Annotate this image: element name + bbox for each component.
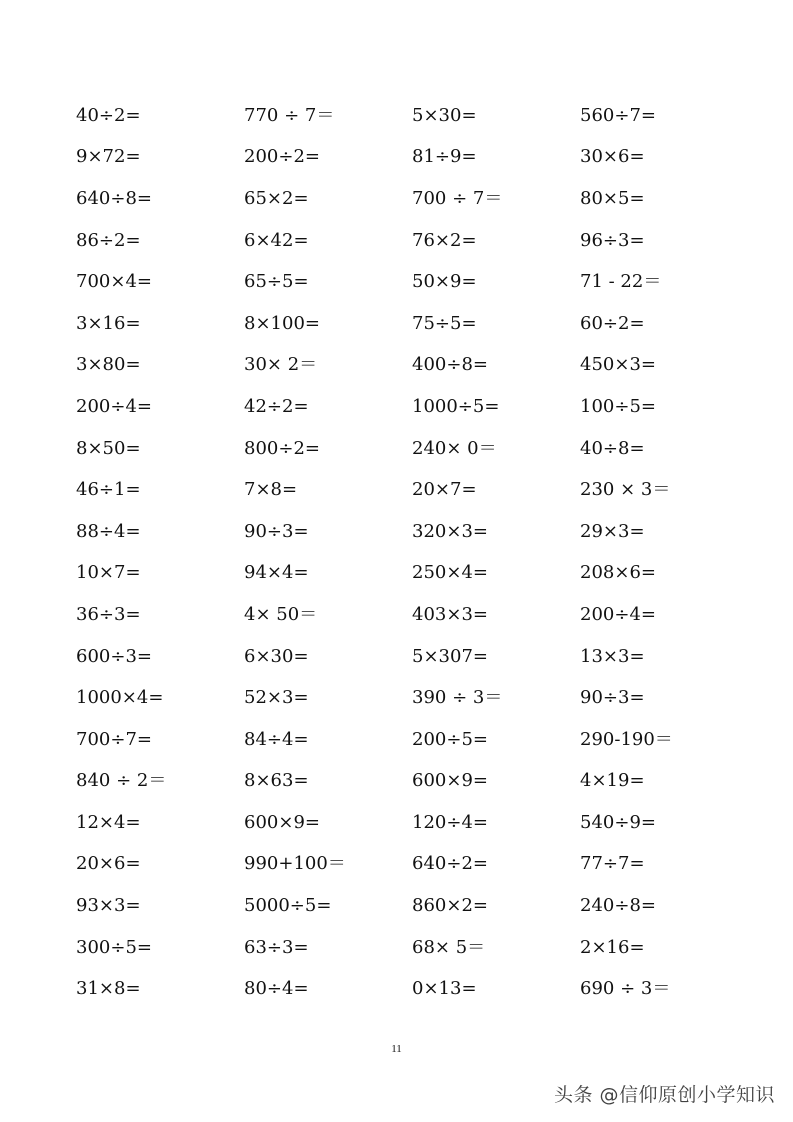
problem-cell: 12×4= xyxy=(76,811,141,833)
problem-cell: 700×4= xyxy=(76,271,152,293)
problem-cell: 6×42= xyxy=(244,229,309,251)
problem-cell: 90÷3= xyxy=(244,520,309,542)
problem-cell: 52×3= xyxy=(244,687,309,709)
problem-cell: 700÷7= xyxy=(76,728,152,750)
problem-cell: 40÷2= xyxy=(76,104,141,126)
problem-cell: 390 ÷ 3＝ xyxy=(412,687,503,709)
problem-cell: 9×72= xyxy=(76,146,141,168)
problem-cell: 240× 0＝ xyxy=(412,437,497,459)
problem-cell: 208×6= xyxy=(580,562,656,584)
problem-cell: 8×63= xyxy=(244,770,309,792)
problem-cell: 1000×4= xyxy=(76,687,164,709)
problem-cell: 400÷8= xyxy=(412,354,488,376)
problem-cell: 94×4= xyxy=(244,562,309,584)
page-number: 11 xyxy=(391,1043,402,1055)
problem-cell: 40÷8= xyxy=(580,437,645,459)
problem-cell: 860×2= xyxy=(412,895,488,917)
problem-cell: 46÷1= xyxy=(76,479,141,501)
problem-cell: 560÷7= xyxy=(580,104,656,126)
problem-cell: 8×100= xyxy=(244,312,320,334)
problem-cell: 540÷9= xyxy=(580,811,656,833)
problem-cell: 240÷8= xyxy=(580,895,656,917)
problem-cell: 13×3= xyxy=(580,645,645,667)
problem-cell: 640÷8= xyxy=(76,187,152,209)
problem-grid xyxy=(76,95,776,1010)
problem-cell: 600÷3= xyxy=(76,645,152,667)
problem-cell: 96÷3= xyxy=(580,229,645,251)
problem-cell: 200÷4= xyxy=(580,603,656,625)
watermark: 头条 @信仰原创小学知识 xyxy=(553,1084,775,1106)
problem-cell: 71 - 22＝ xyxy=(580,271,662,293)
problem-cell: 120÷4= xyxy=(412,811,488,833)
problem-cell: 68× 5＝ xyxy=(412,936,486,958)
problem-cell: 320×3= xyxy=(412,520,488,542)
problem-cell: 81÷9= xyxy=(412,146,477,168)
problem-cell: 5000÷5= xyxy=(244,895,332,917)
problem-cell: 8×50= xyxy=(76,437,141,459)
problem-cell: 10×7= xyxy=(76,562,141,584)
problem-cell: 840 ÷ 2＝ xyxy=(76,770,167,792)
problem-cell: 990+100＝ xyxy=(244,853,346,875)
problem-cell: 80×5= xyxy=(580,187,645,209)
problem-cell: 2×16= xyxy=(580,936,645,958)
problem-cell: 75÷5= xyxy=(412,312,477,334)
problem-cell: 3×80= xyxy=(76,354,141,376)
problem-cell: 20×7= xyxy=(412,479,477,501)
problem-cell: 3×16= xyxy=(76,312,141,334)
problem-cell: 200÷5= xyxy=(412,728,488,750)
problem-cell: 60÷2= xyxy=(580,312,645,334)
problem-cell: 50×9= xyxy=(412,271,477,293)
problem-cell: 77÷7= xyxy=(580,853,645,875)
problem-cell: 230 × 3＝ xyxy=(580,479,671,501)
problem-cell: 770 ÷ 7＝ xyxy=(244,104,335,126)
problem-cell: 300÷5= xyxy=(76,936,152,958)
problem-cell: 700 ÷ 7＝ xyxy=(412,187,503,209)
problem-cell: 84÷4= xyxy=(244,728,309,750)
problem-cell: 4× 50＝ xyxy=(244,603,318,625)
problem-cell: 450×3= xyxy=(580,354,656,376)
problem-cell: 42÷2= xyxy=(244,395,309,417)
problem-cell: 290-190＝ xyxy=(580,728,673,750)
problem-cell: 65÷5= xyxy=(244,271,309,293)
problem-cell: 100÷5= xyxy=(580,395,656,417)
problem-cell: 250×4= xyxy=(412,562,488,584)
problem-cell: 90÷3= xyxy=(580,687,645,709)
problem-cell: 63÷3= xyxy=(244,936,309,958)
problem-cell: 36÷3= xyxy=(76,603,141,625)
problem-cell: 30×6= xyxy=(580,146,645,168)
problem-cell: 403×3= xyxy=(412,603,488,625)
problem-cell: 65×2= xyxy=(244,187,309,209)
problem-cell: 30× 2＝ xyxy=(244,354,318,376)
problem-cell: 7×8= xyxy=(244,479,298,501)
problem-cell: 800÷2= xyxy=(244,437,320,459)
problem-cell: 31×8= xyxy=(76,978,141,1000)
problem-cell: 4×19= xyxy=(580,770,645,792)
problem-cell: 600×9= xyxy=(412,770,488,792)
problem-cell: 29×3= xyxy=(580,520,645,542)
problem-cell: 690 ÷ 3＝ xyxy=(580,978,671,1000)
problem-cell: 20×6= xyxy=(76,853,141,875)
problem-cell: 76×2= xyxy=(412,229,477,251)
problem-cell: 80÷4= xyxy=(244,978,309,1000)
problem-cell: 600×9= xyxy=(244,811,320,833)
problem-cell: 88÷4= xyxy=(76,520,141,542)
problem-cell: 6×30= xyxy=(244,645,309,667)
problem-cell: 1000÷5= xyxy=(412,395,500,417)
problem-cell: 200÷4= xyxy=(76,395,152,417)
problem-cell: 640÷2= xyxy=(412,853,488,875)
problem-cell: 93×3= xyxy=(76,895,141,917)
problem-cell: 86÷2= xyxy=(76,229,141,251)
problem-cell: 200÷2= xyxy=(244,146,320,168)
problem-cell: 0×13= xyxy=(412,978,477,1000)
problem-cell: 5×307= xyxy=(412,645,488,667)
problem-cell: 5×30= xyxy=(412,104,477,126)
